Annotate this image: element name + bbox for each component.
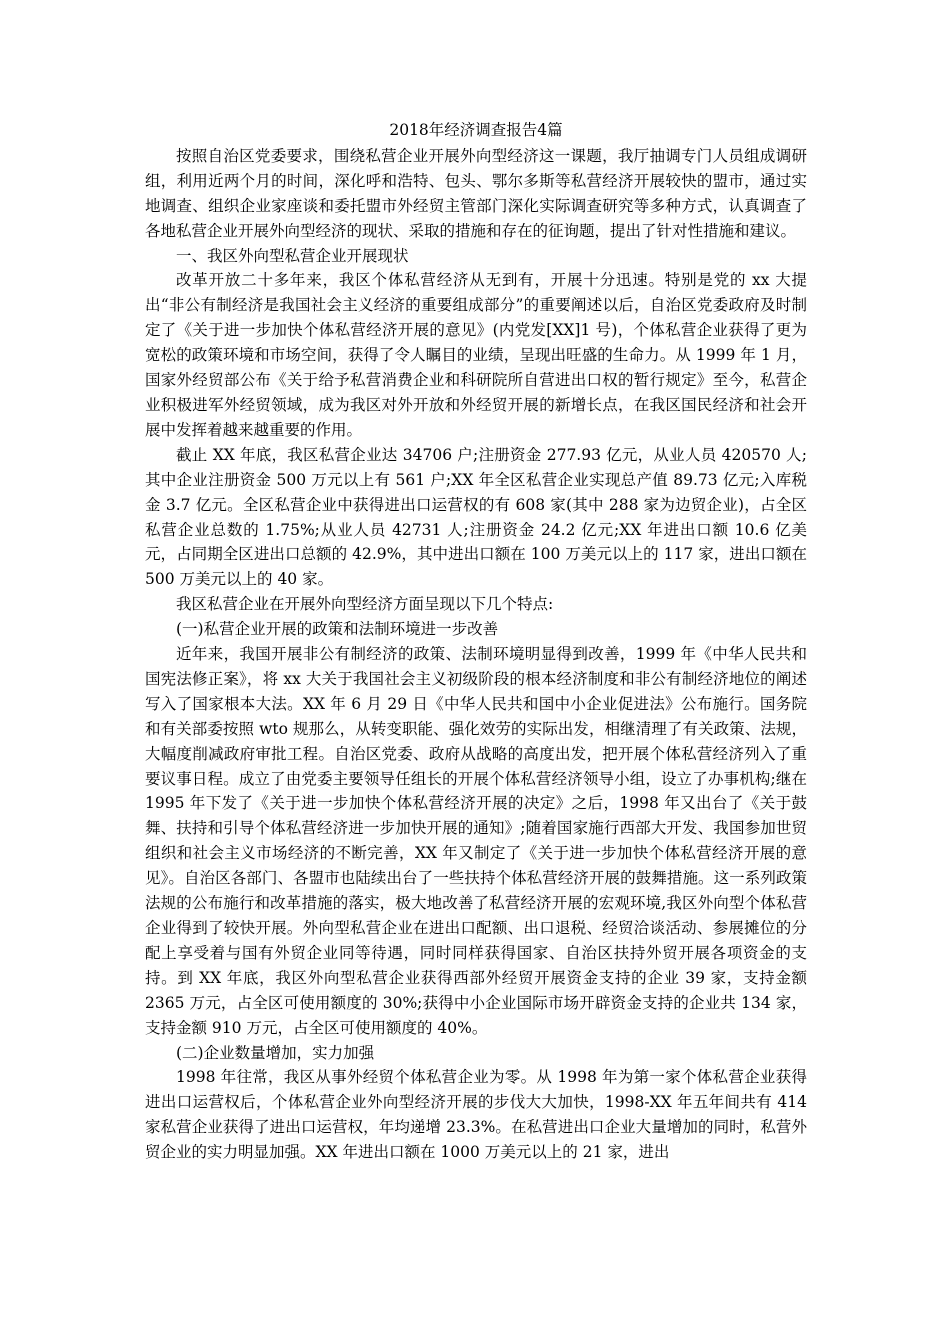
body-paragraph: 截止 XX 年底，我区私营企业达 34706 户;注册资金 277.93 亿元，从业人员 420570 人;其中企业注册资金 500 万元以上有 561 户;XX 年全区私营企业实现总产值 89.73 亿元;入库税金 3.7 亿元。全区私营企业中获得进出口运营权的有 608 家(其中 288 家为边贸企业)，占全区私营企业总数的 1.75%;从业人员 42731 人;注册资金 24.2 亿元;XX 年进出口额 10.6 亿美元，占同期全区进出口总额的 42.9%，其中进出口额在 100 万美元以上的 117 家，进出口额在 500 万美元以上的 40 家。 — [145, 445, 807, 589]
body-paragraph: 我区私营企业在开展外向型经济方面呈现以下几个特点: — [176, 595, 554, 614]
document-title: 2018年经济调查报告4篇 — [389, 121, 563, 139]
subsection-heading-1: (一)私营企业开展的政策和法制环境进一步改善 — [176, 620, 499, 639]
section-heading-1: 一、我区外向型私营企业开展现状 — [176, 246, 409, 265]
body-paragraph: 1998 年往常，我区从事外经贸个体私营企业为零。从 1998 年为第一家个体私营企业获得进出口运营权后，个体私营企业外向型经济开展的步伐大大加快，1998-XX 年五年间共有 414 家私营企业获得了进出口运营权，年均递增 23.3%。在私营进出口企业大量增加的同时，私营外贸企业的实力明显加强。XX 年进出口额在 1000 万美元以上的 21 家，进出 — [145, 1068, 807, 1162]
intro-paragraph: 按照自治区党委要求，围绕私营企业开展外向型经济这一课题，我厅抽调专门人员组成调研组，利用近两个月的时间，深化呼和浩特、包头、鄂尔多斯等私营经济开展较快的盟市，通过实地调查、组织企业家座谈和委托盟市外经贸主管部门深化实际调查研究等多种方式，认真调查了各地私营企业开展外向型经济的现状、采取的措施和存在的征询题，提出了针对性措施和建议。 — [145, 146, 807, 240]
body-paragraph: 近年来，我国开展非公有制经济的政策、法制环境明显得到改善，1999 年《中华人民共和国宪法修正案》，将 xx 大关于我国社会主义初级阶段的根本经济制度和非公有制经济地位的阐述写入了国家根本大法。XX 年 6 月 29 日《中华人民共和国中小企业促进法》公布施行。国务院和有关部委按照 wto 规那么，从转变职能、强化效劳的实际出发，相继清理了有关政策、法规，大幅度削减政府审批工程。自治区党委、政府从战略的高度出发，把开展个体私营经济列入了重要议事日程。成立了由党委主要领导任组长的开展个体私营经济领导小组，设立了办事机构;继在 1995 年下发了《关于进一步加快个体私营经济开展的决定》之后，1998 年又出台了《关于鼓舞、扶持和引导个体私营经济进一步加快开展的通知》;随着国家施行西部大开发、我国参加世贸组织和社会主义市场经济的不断完善，XX 年又制定了《关于进一步加快个体私营经济开展的意见》。自治区各部门、各盟市也陆续出台了一些扶持个体私营经济开展的鼓舞措施。这一系列政策法规的公布施行和改革措施的落实，极大地改善了私营经济开展的宏观环境,我区外向型个体私营企业得到了较快开展。外向型私营企业在进出口配额、出口退税、经贸洽谈活动、参展摊位的分配上享受着与国有外贸企业同等待遇，同时同样获得国家、自治区扶持外贸开展各项资金的支持。到 XX 年底，我区外向型私营企业获得西部外经贸开展资金支持的企业 39 家，支持金额 2365 万元，占全区可使用额度的 30%;获得中小企业国际市场开辟资金支持的企业共 134 家，支持金额 910 万元，占全区可使用额度的 40%。 — [145, 645, 807, 1037]
subsection-heading-2: (二)企业数量增加，实力加强 — [176, 1043, 375, 1062]
document-page — [145, 118, 807, 1165]
body-paragraph: 改革开放二十多年来，我区个体私营经济从无到有，开展十分迅速。特别是党的 xx 大提出“非公有制经济是我国社会主义经济的重要组成部分”的重要阐述以后，自治区党委政府及时制定了《关于进一步加快个体私营经济开展的意见》(内党发[XX]1 号)，个体私营企业获得了更为宽松的政策环境和市场空间，获得了令人瞩目的业绩，呈现出旺盛的生命力。从 1999 年 1 月，国家外经贸部公布《关于给予私营消费企业和科研院所自营进出口权的暂行规定》至今，私营企业积极进军外经贸领域，成为我区对外开放和外经贸开展的新增长点，在我区国民经济和社会开展中发挥着越来越重要的作用。 — [145, 271, 807, 439]
